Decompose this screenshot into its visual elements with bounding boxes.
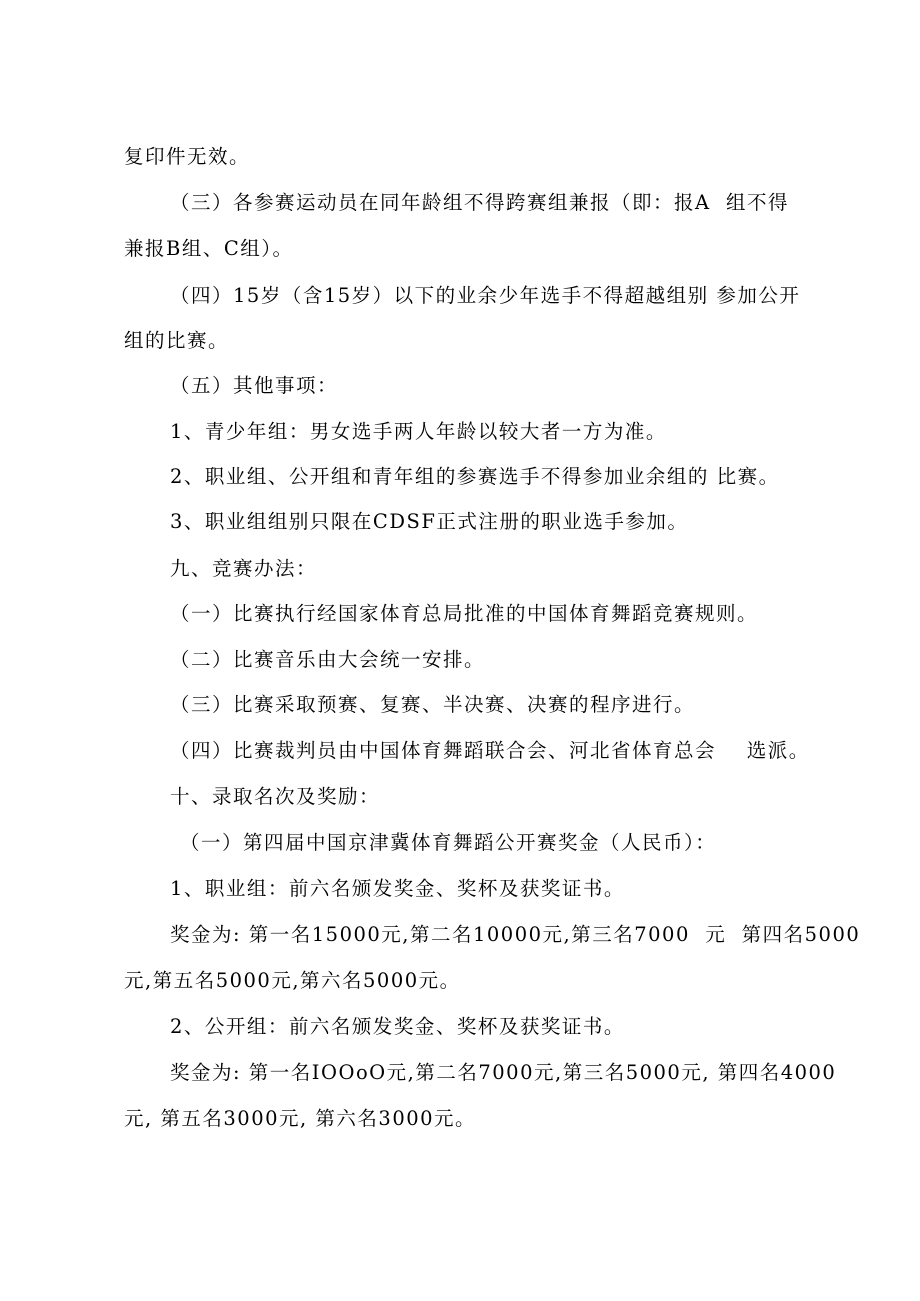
paragraph-line: 1、青少年组：男女选手两人年龄以较大者一方为准。 <box>170 420 667 443</box>
paragraph-line: （四）15岁（含15岁）以下的业余少年选手不得超越组别 参加公开 <box>170 284 801 307</box>
paragraph-line: （三）比赛采取预赛、复赛、半决赛、决赛的程序进行。 <box>170 693 696 716</box>
paragraph-line: 2、职业组、公开组和青年组的参赛选手不得参加业余组的 比赛。 <box>170 465 780 488</box>
section-heading: 九、竞赛办法： <box>170 557 318 580</box>
paragraph-line: （四）比赛裁判员由中国体育舞蹈联合会、河北省体育总会 选派。 <box>170 739 810 762</box>
paragraph-line: （五）其他事项： <box>170 374 339 397</box>
paragraph-line: 3、职业组组别只限在CDSF正式注册的职业选手参加。 <box>170 510 689 533</box>
paragraph-line: 1、职业组：前六名颁发奖金、奖杯及获奖证书。 <box>170 877 625 900</box>
paragraph-line: 2、公开组：前六名颁发奖金、奖杯及获奖证书。 <box>170 1015 625 1038</box>
paragraph-line: 奖金为: 第一名IOOoO元,第二名7000元,第三名5000元, 第四名4000 <box>170 1061 837 1084</box>
paragraph-line: （一）第四届中国京津冀体育舞蹈公开赛奖金（人民币）： <box>180 831 717 854</box>
paragraph-line: 组的比赛。 <box>124 329 230 352</box>
paragraph-line: 复印件无效。 <box>124 145 251 168</box>
paragraph-line: （二）比赛音乐由大会统一安排。 <box>170 648 486 671</box>
paragraph-line: （一）比赛执行经国家体育总局批准的中国体育舞蹈竞赛规则。 <box>170 602 759 625</box>
paragraph-line: 兼报B组、C组）。 <box>124 237 294 260</box>
paragraph-line: （三）各参赛运动员在同年龄组不得跨赛组兼报（即：报A 组不得 <box>170 191 789 214</box>
section-heading: 十、录取名次及奖励： <box>170 785 381 808</box>
paragraph-line: 奖金为: 第一名15000元,第二名10000元,第三名7000 元 第四名5000 <box>170 923 861 946</box>
paragraph-line: 元,第五名5000元,第六名5000元。 <box>124 969 461 992</box>
paragraph-line: 元, 第五名3000元, 第六名3000元。 <box>124 1107 477 1130</box>
